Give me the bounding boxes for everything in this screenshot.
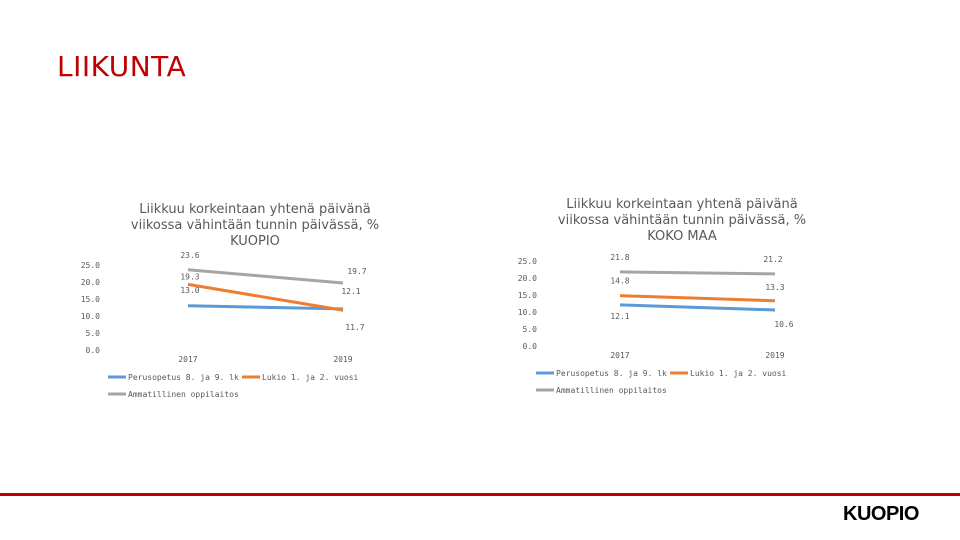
x-tick-label: 2019 — [333, 355, 353, 364]
series-line — [620, 272, 775, 274]
data-label: 19.7 — [347, 267, 367, 277]
data-label: 21.2 — [763, 254, 783, 264]
y-tick-label: 25.0 — [80, 261, 100, 270]
y-tick-label: 0.0 — [522, 342, 537, 351]
y-tick-label: 20.0 — [517, 274, 537, 283]
y-tick-label: 0.0 — [85, 346, 100, 355]
y-tick-label: 15.0 — [80, 295, 100, 304]
series-line — [620, 305, 775, 310]
chart-koko-maa-title: Liikkuu korkeintaan yhtenä päivänä viikossa vähintään tunnin päivässä, % KOKO MAA — [557, 197, 807, 244]
y-tick-label: 5.0 — [85, 329, 100, 338]
data-label: 12.1 — [341, 286, 361, 296]
footer-divider — [0, 493, 960, 496]
data-label: 13.0 — [180, 285, 200, 295]
y-tick-label: 25.0 — [517, 257, 537, 266]
data-label: 23.6 — [180, 250, 200, 260]
data-label: 13.3 — [765, 282, 785, 292]
data-label: 14.8 — [610, 276, 630, 286]
data-label: 21.8 — [610, 252, 630, 262]
kuopio-logo: KUOPIO — [843, 503, 919, 525]
data-label: 19.3 — [180, 272, 200, 282]
legend-entry: Perusopetus 8. ja 9. lk — [128, 373, 239, 382]
data-label: 12.1 — [610, 311, 630, 321]
series-line — [620, 296, 775, 301]
x-tick-label: 2019 — [765, 351, 785, 360]
chart-kuopio-title: Liikkuu korkeintaan yhtenä päivänä viikossa vähintään tunnin päivässä, % KUOPIO — [130, 202, 380, 249]
y-tick-label: 5.0 — [522, 325, 537, 334]
legend-entry: Lukio 1. ja 2. vuosi — [262, 373, 359, 382]
legend-entry: Ammatillinen oppilaitos — [128, 390, 239, 399]
y-tick-label: 10.0 — [80, 312, 100, 321]
data-label: 11.7 — [345, 323, 365, 333]
y-tick-label: 20.0 — [80, 278, 100, 287]
x-tick-label: 2017 — [610, 351, 630, 360]
x-tick-label: 2017 — [178, 355, 198, 364]
legend-entry: Perusopetus 8. ja 9. lk — [556, 369, 667, 378]
slide-title: LIIKUNTA — [57, 50, 187, 83]
data-label: 10.6 — [774, 319, 794, 329]
y-tick-label: 10.0 — [517, 308, 537, 317]
legend-entry: Lukio 1. ja 2. vuosi — [690, 369, 787, 378]
y-tick-label: 15.0 — [517, 291, 537, 300]
legend-entry: Ammatillinen oppilaitos — [556, 386, 667, 395]
